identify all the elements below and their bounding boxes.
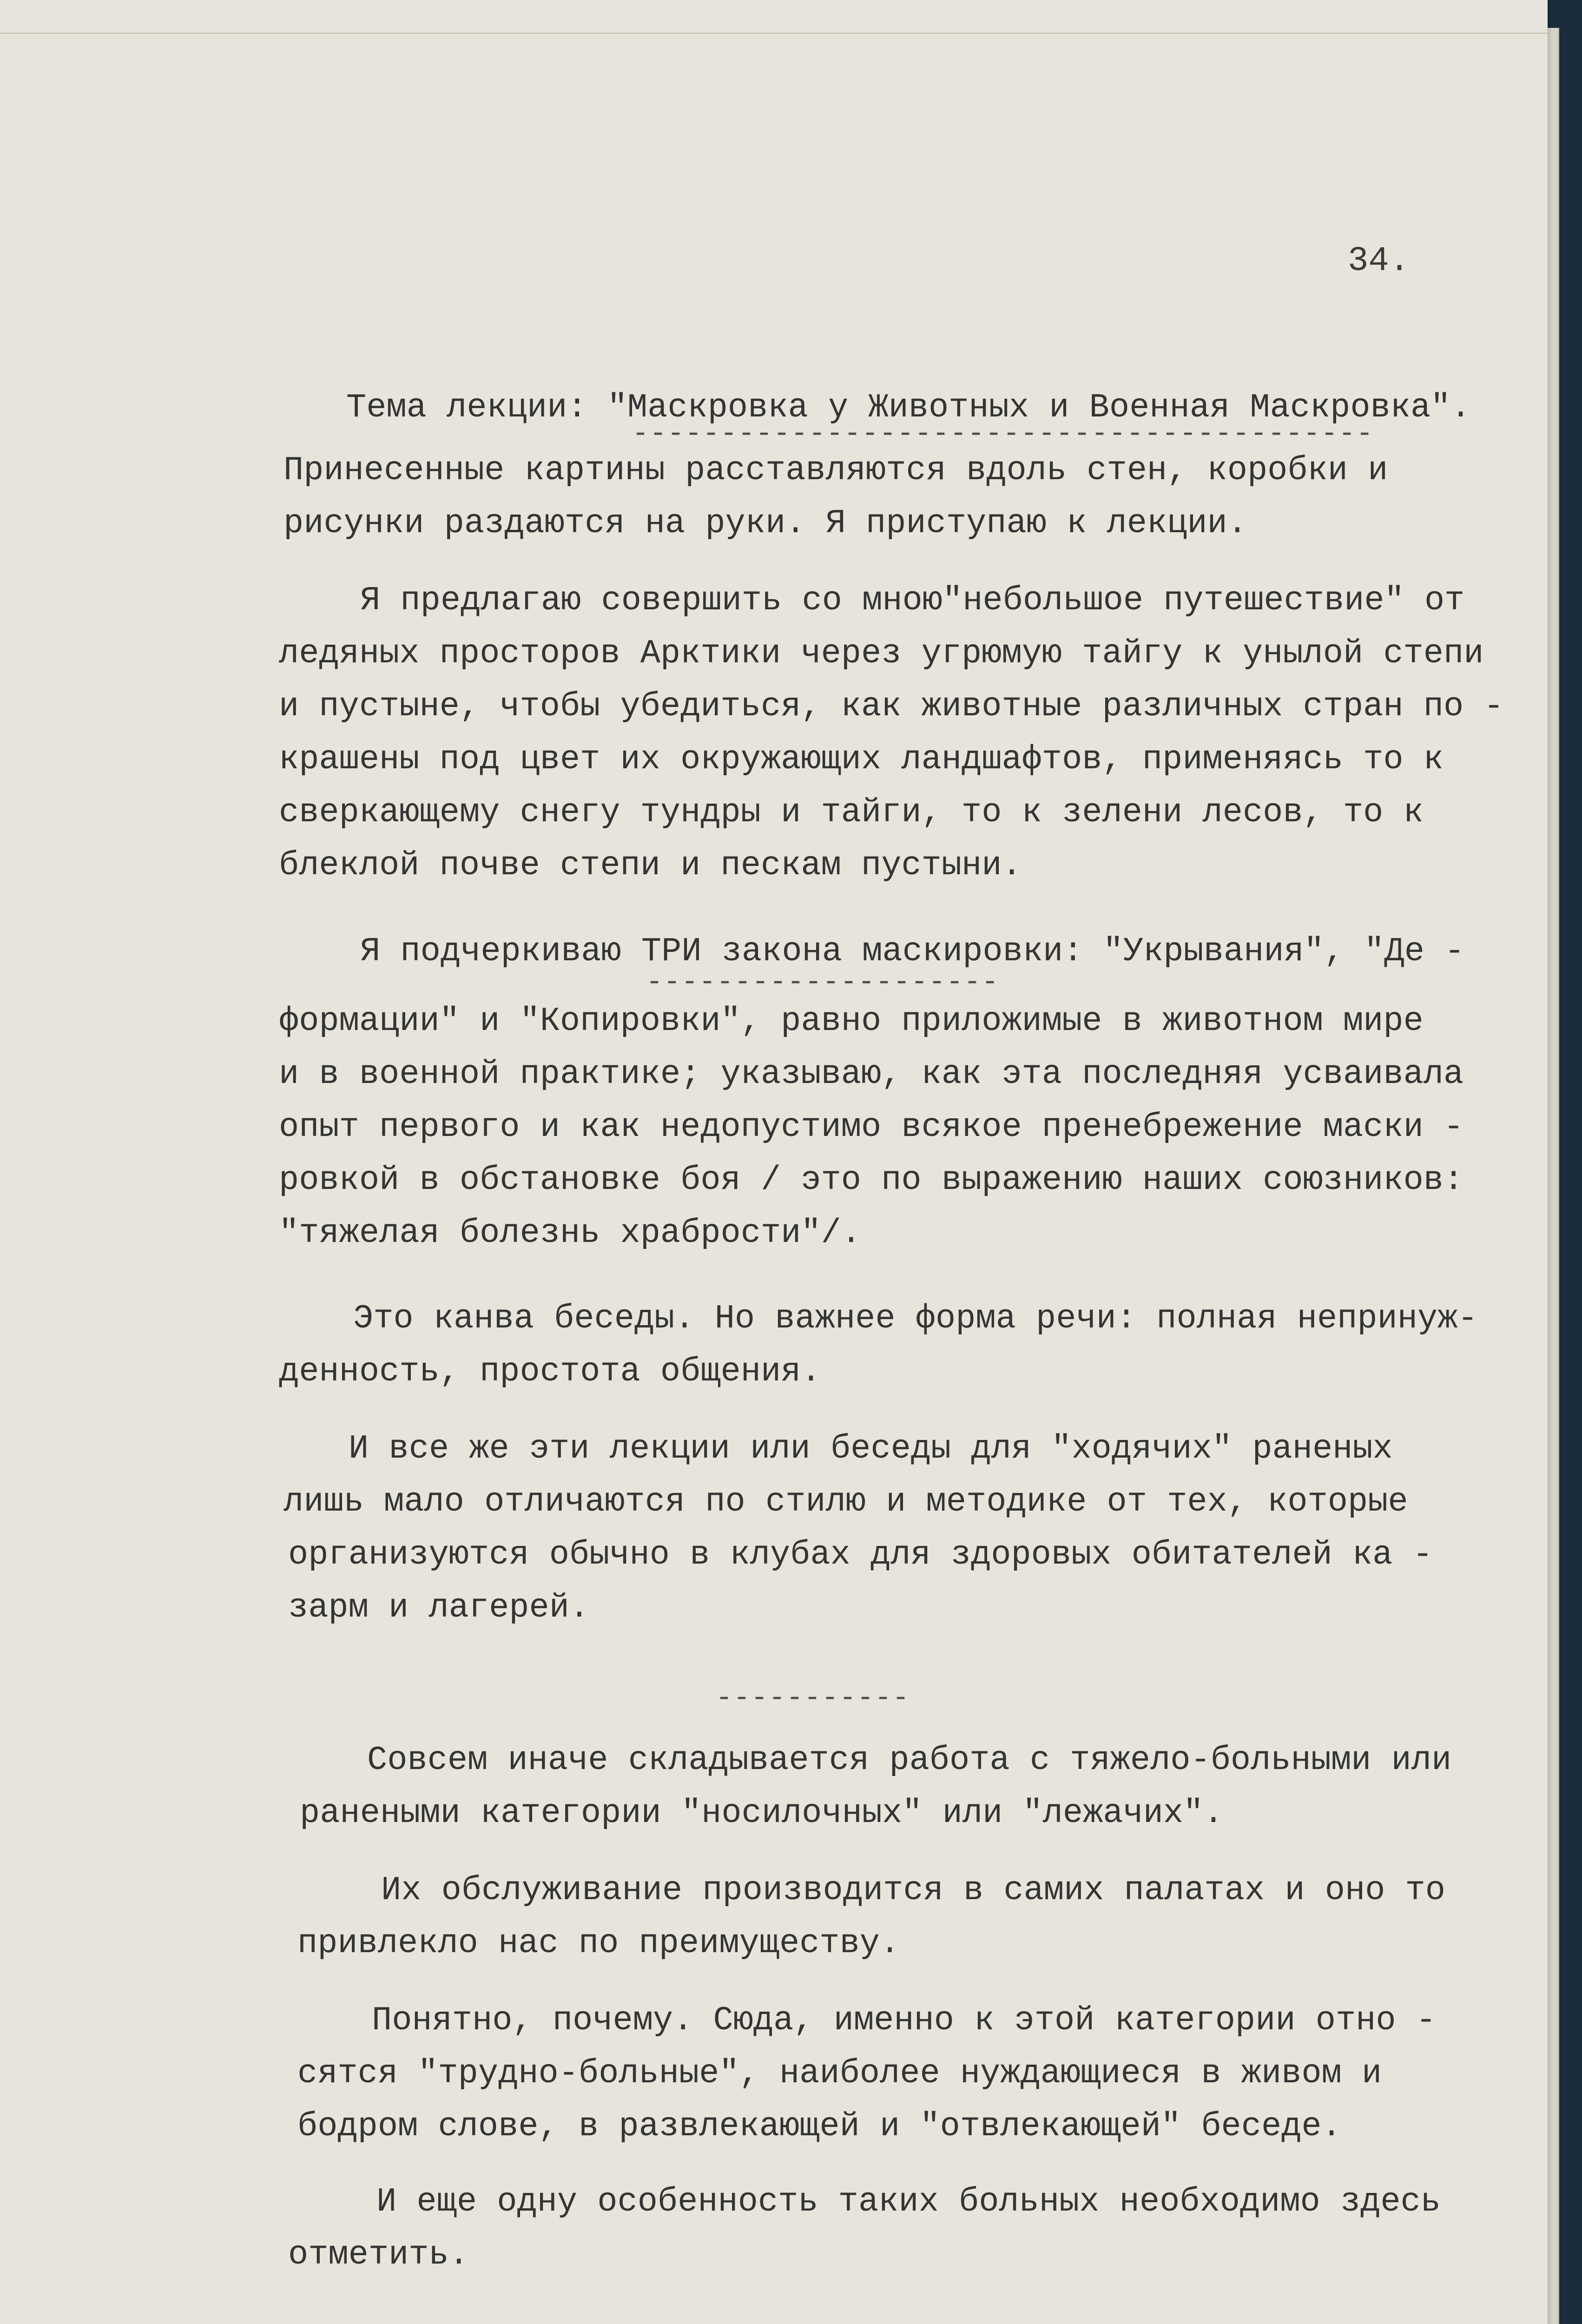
paragraph-3-line-6: "тяжелая болезнь храбрости"/. xyxy=(279,1214,862,1252)
paragraph-5-line-1: И все же эти лекции или беседы для "ходячих" раненых xyxy=(349,1430,1393,1468)
paragraph-8-line-1: Понятно, почему. Сюда, именно к этой категории отно - xyxy=(372,2001,1436,2040)
paragraph-2-line-2: ледяных просторов Арктики через угрюмую тайгу к унылой степи xyxy=(279,634,1484,673)
paragraph-3-line-2: формации" и "Копировки", равно приложимые в животном мире xyxy=(279,1002,1424,1040)
paragraph-4-line-2: денность, простота общения. xyxy=(279,1353,821,1391)
page-number: 34. xyxy=(1348,242,1410,281)
paragraph-1-line-2: рисунки раздаются на руки. Я приступаю к лекции. xyxy=(283,504,1247,542)
paragraph-8-line-3: бодром слове, в развлекающей и "отвлекающей" беседе. xyxy=(297,2107,1342,2146)
paragraph-5-line-3: организуются обычно в клубах для здоровых обитателей ка - xyxy=(288,1536,1433,1574)
paragraph-9-line-2: отметить. xyxy=(288,2236,469,2274)
paragraph-6-line-2: ранеными категории "носилочных" или "лежачих". xyxy=(300,1794,1224,1832)
section-divider: ----------- xyxy=(716,1683,910,1714)
paragraph-7-line-1: Их обслуживание производится в самих палатах и оно то xyxy=(381,1871,1445,1909)
paragraph-2-line-5: сверкающему снегу тундры и тайги, то к зелени лесов, то к xyxy=(279,793,1424,832)
title-underline: ------------------------------------------ xyxy=(632,418,1374,450)
paragraph-1-line-1: Принесенные картины расставляются вдоль стен, коробки и xyxy=(283,451,1388,489)
lecture-title: Тема лекции: "Маскровка у Животных и Военная Маскровка". xyxy=(346,389,1471,427)
paragraph-7-line-2: привлекло нас по преимуществу. xyxy=(297,1924,900,1962)
paragraph-3-line-3: и в военной практике; указываю, как эта последняя усваивала xyxy=(279,1055,1464,1093)
paragraph-3-line-1: Я подчеркиваю ТРИ закона маскировки: "Укрывания", "Де - xyxy=(360,932,1465,971)
paragraph-2-line-4: крашены под цвет их окружающих ландшафтов, применяясь то к xyxy=(279,740,1444,779)
paragraph-6-line-1: Совсем иначе складывается работа с тяжело-больными или xyxy=(367,1741,1452,1779)
paragraph-4-line-1: Это канва беседы. Но важнее форма речи: полная непринуж- xyxy=(353,1300,1478,1338)
paragraph-8-line-2: сятся "трудно-больные", наиболее нуждающиеся в живом и xyxy=(297,2054,1382,2093)
page-top-edge xyxy=(0,33,1548,34)
paragraph-3-line-5: ровкой в обстановке боя / это по выражению наших союзников: xyxy=(279,1161,1464,1199)
three-laws-underline: -------------------- xyxy=(646,967,1000,998)
paragraph-2-line-3: и пустыне, чтобы убедиться, как животные различных стран по - xyxy=(279,687,1504,726)
paragraph-9-line-1: И еще одну особенность таких больных необходимо здесь xyxy=(376,2183,1441,2221)
paragraph-3-line-4: опыт первого и как недопустимо всякое пренебрежение маски - xyxy=(279,1108,1464,1146)
paragraph-5-line-2: лишь мало отличаются по стилю и методике от тех, которые xyxy=(283,1483,1408,1521)
paragraph-5-line-4: зарм и лагерей. xyxy=(288,1589,590,1627)
paragraph-2-line-6: блеклой почве степи и пескам пустыни. xyxy=(279,846,1022,885)
paragraph-2-line-1: Я предлагаю совершить со мною"небольшое путешествие" от xyxy=(360,581,1465,620)
